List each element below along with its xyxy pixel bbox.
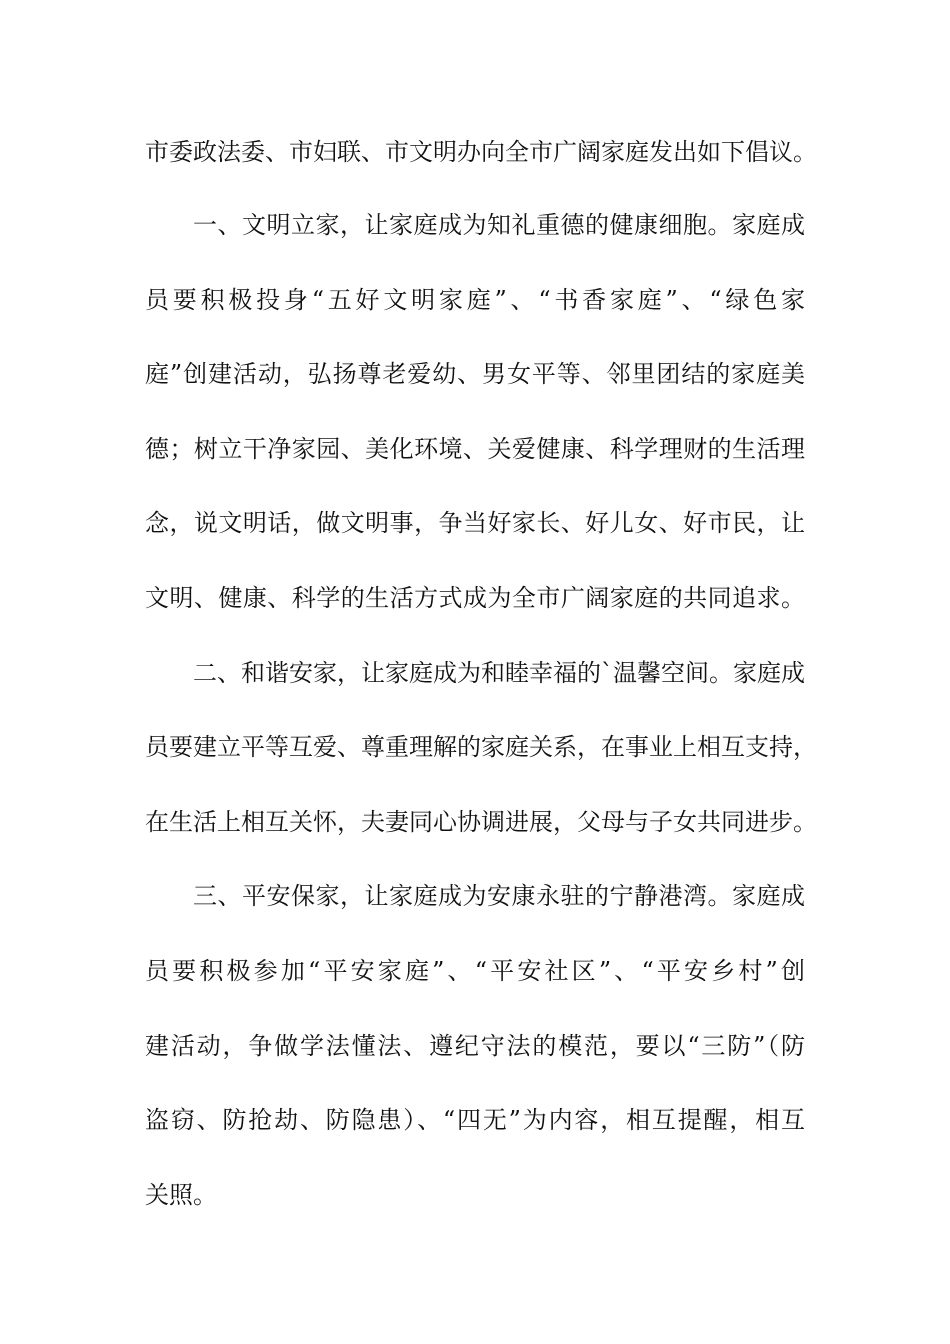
text-line: 庭”创建活动，弘扬尊老爱幼、男女平等、邻里团结的家庭美 <box>145 360 805 388</box>
text-line: 念，说文明话，做文明事，争当好家长、好儿女、好市民，让 <box>145 509 805 537</box>
text-line: 关照。 <box>145 1181 217 1209</box>
text-line: 员要积极投身“五好文明家庭”、“书香家庭”、“绿色家 <box>145 286 805 314</box>
text-line: 盗窃、防抢劫、防隐患）、“四无”为内容，相互提醒，相互 <box>145 1106 805 1134</box>
paragraph-3-heading-line: 三、平安保家，让家庭成为安康永驻的宁静港湾。家庭成 <box>193 882 805 910</box>
text-line: 员要积极参加“平安家庭”、“平安社区”、“平安乡村”创 <box>145 957 805 985</box>
paragraph-2-heading-line: 二、和谐安家，让家庭成为和睦幸福的`温馨空间。家庭成 <box>193 659 805 687</box>
text-line: 在生活上相互关怀，夫妻同心协调进展，父母与子女共同进步。 <box>145 808 817 836</box>
text-line: 员要建立平等互爱、尊重理解的家庭关系，在事业上相互支持， <box>145 733 817 761</box>
text-line: 文明、健康、科学的生活方式成为全市广阔家庭的共同追求。 <box>145 584 805 612</box>
text-line: 建活动，争做学法懂法、遵纪守法的模范，要以“三防”（防 <box>145 1032 805 1060</box>
paragraph-1-heading-line: 一、文明立家，让家庭成为知礼重德的健康细胞。家庭成 <box>193 211 805 239</box>
text-line: 市委政法委、市妇联、市文明办向全市广阔家庭发出如下倡议。 <box>145 138 817 166</box>
text-line: 德；树立干净家园、美化环境、关爱健康、科学理财的生活理 <box>145 435 805 463</box>
